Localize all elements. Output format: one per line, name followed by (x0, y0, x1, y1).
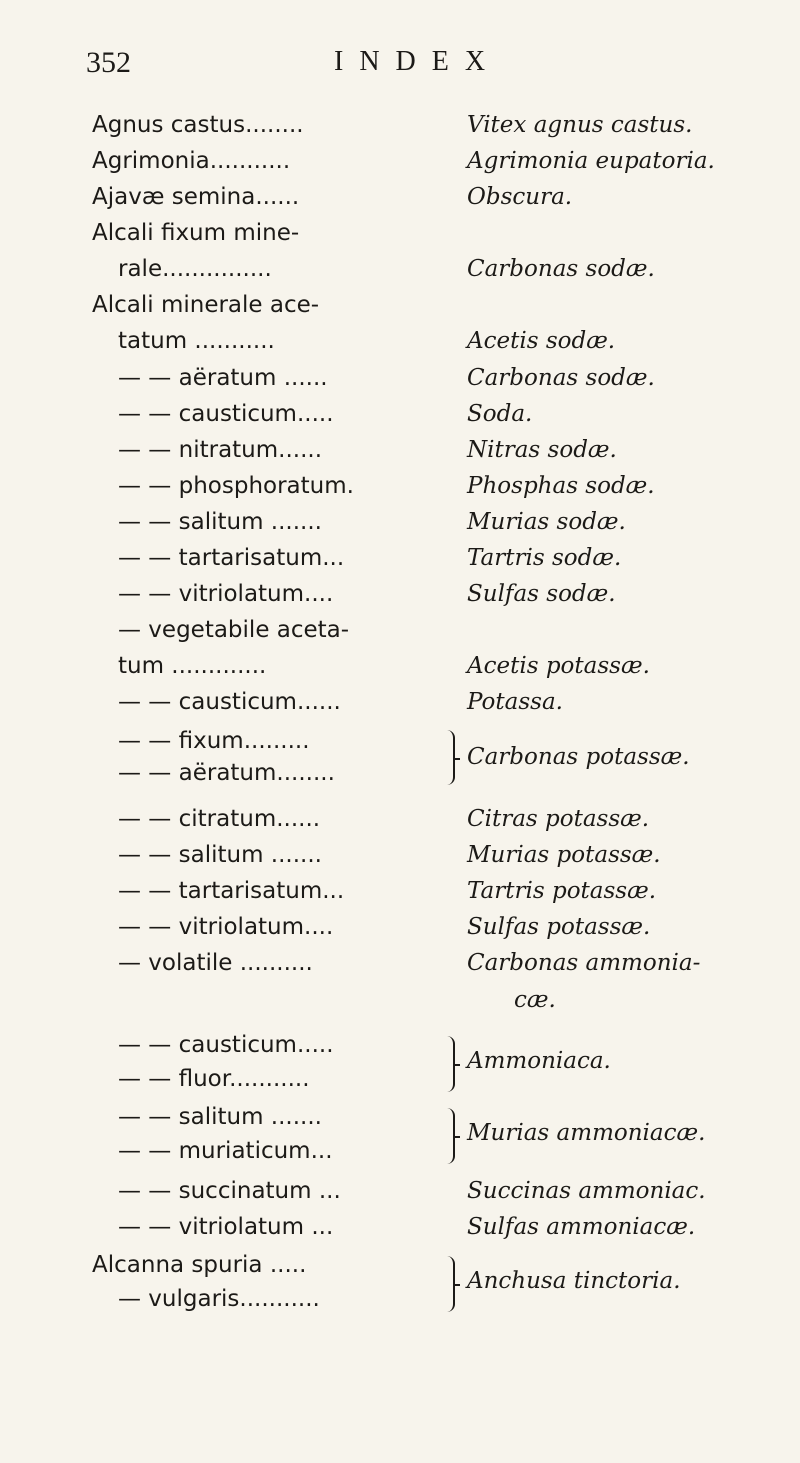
latin-name: Murias ammoniacæ. (467, 1120, 706, 1146)
latin-name: Acetis potassæ. (467, 653, 650, 679)
latin-name: Potassa. (467, 689, 563, 715)
latin-name: Nitras sodæ. (467, 437, 617, 463)
running-title: INDEX (334, 46, 502, 77)
latin-name: Succinas ammoniac. (467, 1178, 706, 1204)
index-term-continuation: tatum ........... (118, 328, 275, 354)
latin-name: Acetis sodæ. (467, 328, 616, 354)
index-subterm: — — aëratum ...... (118, 365, 328, 391)
latin-name: Phosphas sodæ. (467, 473, 655, 499)
index-term: Agnus castus........ (92, 112, 304, 138)
index-subterm: — — fluor........... (118, 1066, 310, 1092)
latin-name: Sulfas potassæ. (467, 914, 651, 940)
page-number: 352 (86, 46, 131, 79)
index-subterm: — volatile .......... (118, 950, 313, 976)
index-subterm: — — succinatum ... (118, 1178, 341, 1204)
latin-name: Carbonas sodæ. (467, 365, 655, 391)
brace (445, 1108, 455, 1164)
index-term: Ajavæ semina...... (92, 184, 300, 210)
index-subterm: — — phosphoratum. (118, 473, 354, 499)
index-subterm: — vulgaris........... (118, 1286, 320, 1312)
latin-name: Ammoniaca. (467, 1048, 611, 1074)
brace (445, 1256, 455, 1312)
index-subterm: — — aëratum........ (118, 760, 335, 786)
latin-name: Carbonas potassæ. (467, 744, 690, 770)
latin-name: Soda. (467, 401, 533, 427)
index-term-continuation: tum ............. (118, 653, 267, 679)
latin-name: Obscura. (467, 184, 573, 210)
latin-name: Sulfas ammoniacæ. (467, 1214, 696, 1240)
latin-name: Carbonas sodæ. (467, 256, 655, 282)
index-subterm: — — vitriolatum.... (118, 914, 334, 940)
latin-name: Carbonas ammonia- (467, 950, 701, 976)
latin-name: Citras potassæ. (467, 806, 650, 832)
latin-name: Murias sodæ. (467, 509, 626, 535)
index-term: Alcali minerale ace- (92, 292, 320, 318)
index-subterm: — — vitriolatum ... (118, 1214, 334, 1240)
latin-name: Murias potassæ. (467, 842, 661, 868)
index-subterm: — — causticum..... (118, 1032, 334, 1058)
latin-name: Sulfas sodæ. (467, 581, 616, 607)
index-subterm: — — vitriolatum.... (118, 581, 334, 607)
latin-name: Agrimonia eupatoria. (467, 148, 715, 174)
index-subterm: — — nitratum...... (118, 437, 323, 463)
index-term: Agrimonia........... (92, 148, 291, 174)
latin-name-continuation: cæ. (514, 987, 556, 1013)
index-term-continuation: rale............... (118, 256, 272, 282)
index-subterm: — — citratum...... (118, 806, 321, 832)
brace (445, 730, 455, 785)
index-subterm: — — muriaticum... (118, 1138, 333, 1164)
index-subterm: — — tartarisatum... (118, 545, 345, 571)
index-subterm: — vegetabile aceta- (118, 617, 350, 643)
latin-name: Tartris potassæ. (467, 878, 657, 904)
index-subterm: — — fixum......... (118, 728, 310, 754)
index-term: Alcanna spuria ..... (92, 1252, 307, 1278)
brace (445, 1036, 455, 1092)
index-subterm: — — causticum...... (118, 689, 341, 715)
index-subterm: — — causticum..... (118, 401, 334, 427)
latin-name: Vitex agnus castus. (467, 112, 693, 138)
index-subterm: — — salitum ....... (118, 842, 322, 868)
latin-name: Tartris sodæ. (467, 545, 622, 571)
index-subterm: — — salitum ....... (118, 1104, 322, 1130)
index-term: Alcali fixum mine- (92, 220, 300, 246)
latin-name: Anchusa tinctoria. (467, 1268, 681, 1294)
index-subterm: — — salitum ....... (118, 509, 322, 535)
index-subterm: — — tartarisatum... (118, 878, 345, 904)
